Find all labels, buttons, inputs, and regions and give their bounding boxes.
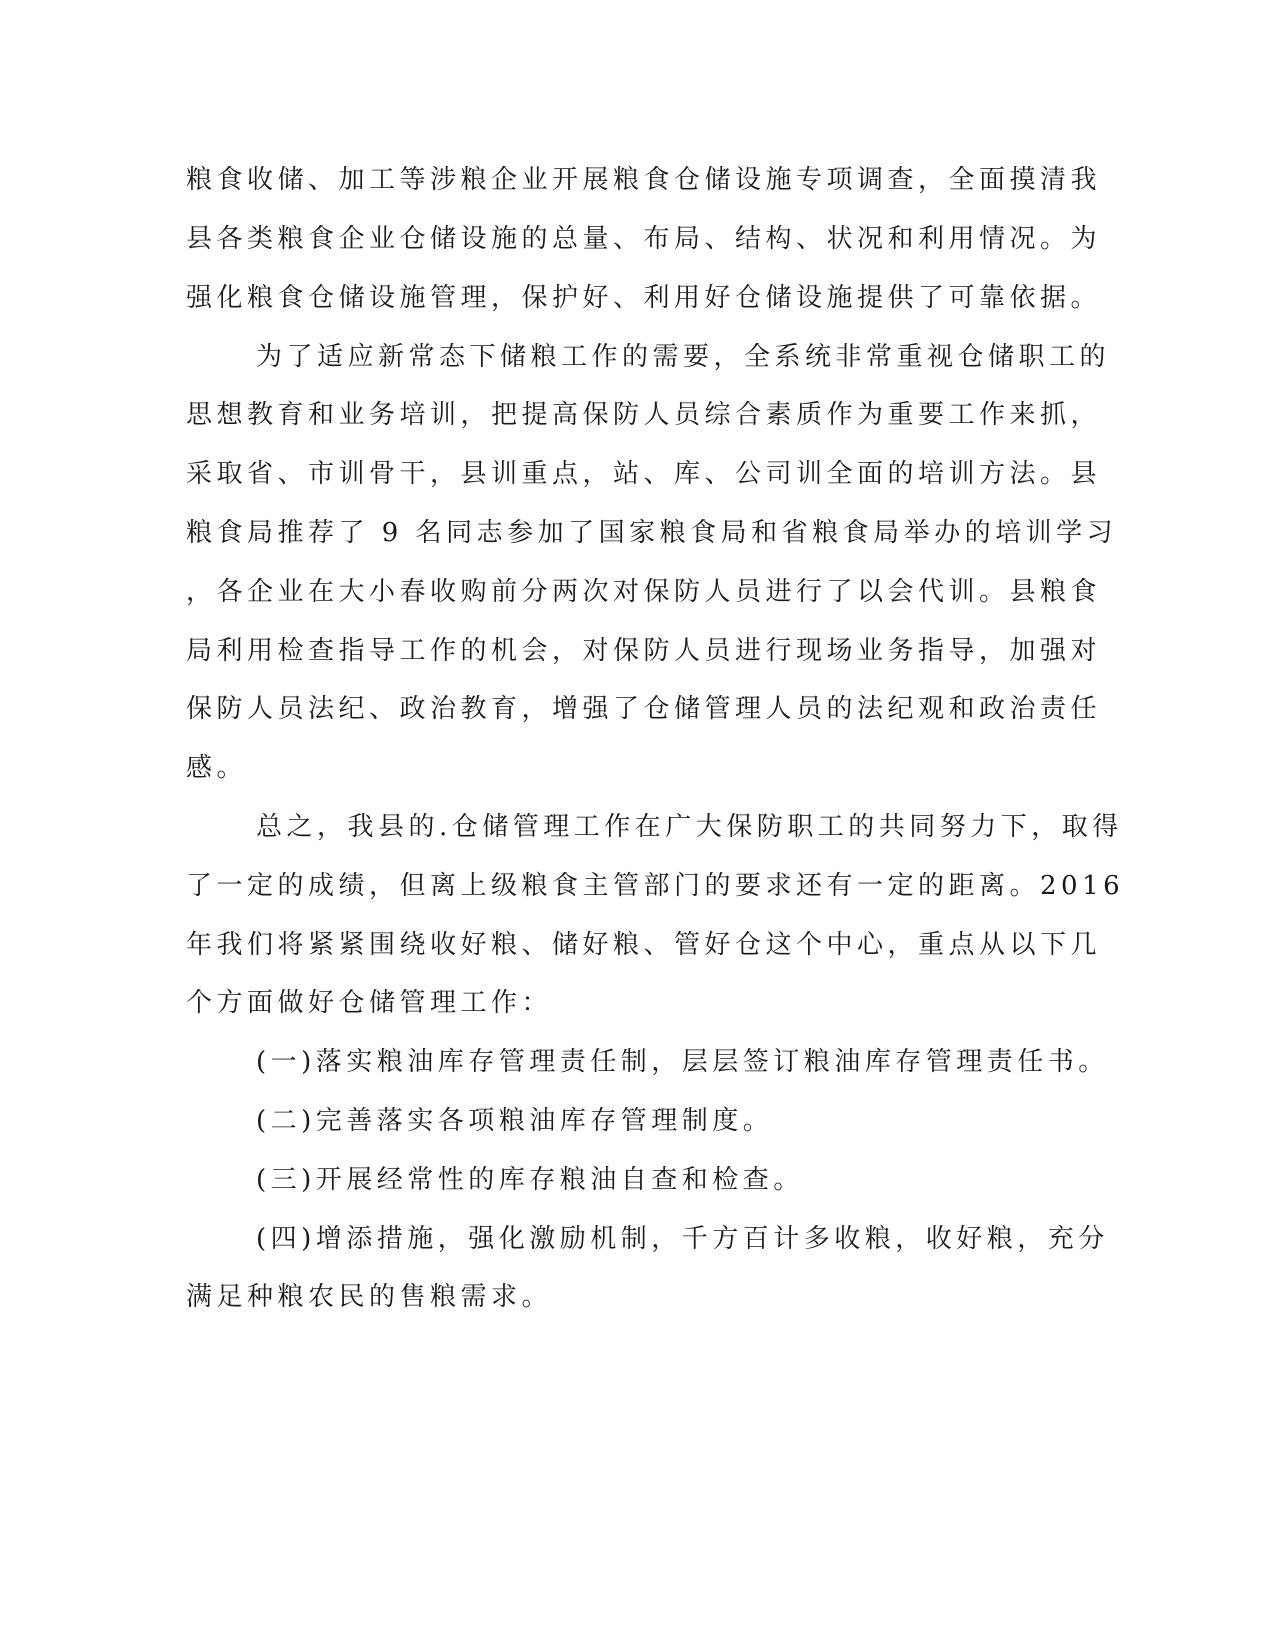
list-item-2: (二)完善落实各项粮油库存管理制度。: [256, 1106, 774, 1136]
text-line: 年我们将紧紧围绕收好粮、储好粮、管好仓这个中心，重点从以下几: [186, 930, 1102, 960]
list-item-4: (四)增添措施，强化激励机制，千方百计多收粮，收好粮，充分: [256, 1224, 1109, 1254]
text-line: 感。: [186, 753, 248, 783]
text-line: 满足种粮农民的售粮需求。: [186, 1282, 553, 1312]
text-line: 强化粮食仓储设施管理，保护好、利用好仓储设施提供了可靠依据。: [186, 283, 1102, 313]
text-line: 粮食收储、加工等涉粮企业开展粮食仓储设施专项调查，全面摸清我: [186, 165, 1102, 195]
text-line: 保防人员法纪、政治教育，增强了仓储管理人员的法纪观和政治责任: [186, 694, 1102, 724]
list-item-1: (一)落实粮油库存管理责任制，层层签订粮油库存管理责任书。: [256, 1047, 1109, 1077]
text-line: ，各企业在大小春收购前分两次对保防人员进行了以会代训。县粮食: [186, 577, 1102, 607]
paragraph-start-line: 总之，我县的.仓储管理工作在广大保防职工的共同努力下，取得: [256, 812, 1123, 842]
text-line: 个方面做好仓储管理工作：: [186, 988, 553, 1018]
list-item-3: (三)开展经常性的库存粮油自查和检查。: [256, 1165, 804, 1195]
text-line: 粮食局推荐了 9 名同志参加了国家粮食局和省粮食局举办的培训学习: [186, 518, 1118, 548]
text-line: 了一定的成绩，但离上级粮食主管部门的要求还有一定的距离。2016: [186, 871, 1125, 901]
text-line: 思想教育和业务培训，把提高保防人员综合素质作为重要工作来抓，: [186, 400, 1102, 430]
text-line: 局利用检查指导工作的机会，对保防人员进行现场业务指导，加强对: [186, 636, 1102, 666]
paragraph-start-line: 为了适应新常态下储粮工作的需要，全系统非常重视仓储职工的: [256, 342, 1111, 372]
text-line: 采取省、市训骨干，县训重点，站、库、公司训全面的培训方法。县: [186, 459, 1102, 489]
text-line: 县各类粮食企业仓储设施的总量、布局、结构、状况和利用情况。为: [186, 224, 1102, 254]
